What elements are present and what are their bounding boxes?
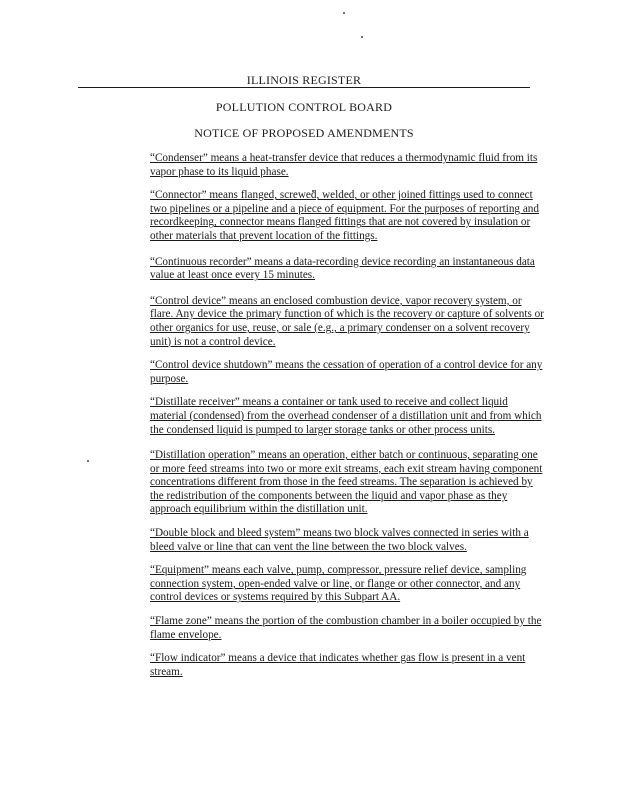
board-name: POLLUTION CONTROL BOARD: [215, 100, 393, 114]
definition-equipment: “Equipment” means each valve, pump, compressor, pressure relief device, sampling connection system, open-ended valve or line, or flange or other connector, and any control devices or systems required by this Subpart AA.: [150, 564, 527, 604]
definition-double-block-and-bleed-system: “Double block and bleed system” means two block valves connected in series with a bleed valve or line that can vent the line between the two block valves.: [150, 527, 529, 553]
register-title: ILLINOIS REGISTER: [246, 73, 362, 87]
definition-control-device: “Control device” means an enclosed combustion device, vapor recovery system, or flare. Any device the primary function of which is the recovery or capture of solvents or other organics for use, reuse, or sale (e.g., a primary condenser on a solvent recovery unit) is not a control device.: [150, 294, 544, 348]
definition-control-device-shutdown: “Control device shutdown” means the cessation of operation of a control device for any purpose.: [150, 359, 543, 385]
definition-connector: “Connector” means flanged, screwed, welded, or other joined fittings used to connect two pipelines or a pipeline and a piece of equipment. For the purposes of reporting and recordkeeping, connector means flanged fittings that are not covered by insulation or other materials that prevent location of the fittings.: [150, 189, 539, 242]
scan-speck: [87, 460, 89, 462]
scan-speck: [343, 12, 345, 14]
notice-title: NOTICE OF PROPOSED AMENDMENTS: [194, 126, 414, 140]
definition-distillation-operation: “Distillation operation” means an operation, either batch or continuous, separating one or more feed streams into two or more exit streams, each exit stream having component concentrations different from those in the feed streams. The separation is achieved by the redistribution of the components between the liquid and vapor phase as they approach equilibrium within the distillation unit.: [150, 449, 543, 516]
definition-flow-indicator: “Flow indicator” means a device that indicates whether gas flow is present in a vent stream.: [150, 652, 526, 678]
definitions-list: [150, 152, 545, 689]
header-rule: [78, 87, 530, 88]
scan-speck: [361, 36, 363, 38]
definition-flame-zone: “Flame zone” means the portion of the combustion chamber in a boiler occupied by the flame envelope.: [150, 615, 542, 641]
definition-distillate-receiver: “Distillate receiver” means a container or tank used to receive and collect liquid material (condensed) from the overhead condenser of a distillation unit and from which the condensed liquid is pumped to larger storage tanks or other process units.: [150, 396, 542, 436]
definition-condenser: “Condenser” means a heat-transfer device that reduces a thermodynamic fluid from its vapor phase to its liquid phase.: [150, 152, 538, 178]
definition-continuous-recorder: “Continuous recorder” means a data-recording device recording an instantaneous data value at least once every 15 minutes.: [150, 255, 535, 282]
